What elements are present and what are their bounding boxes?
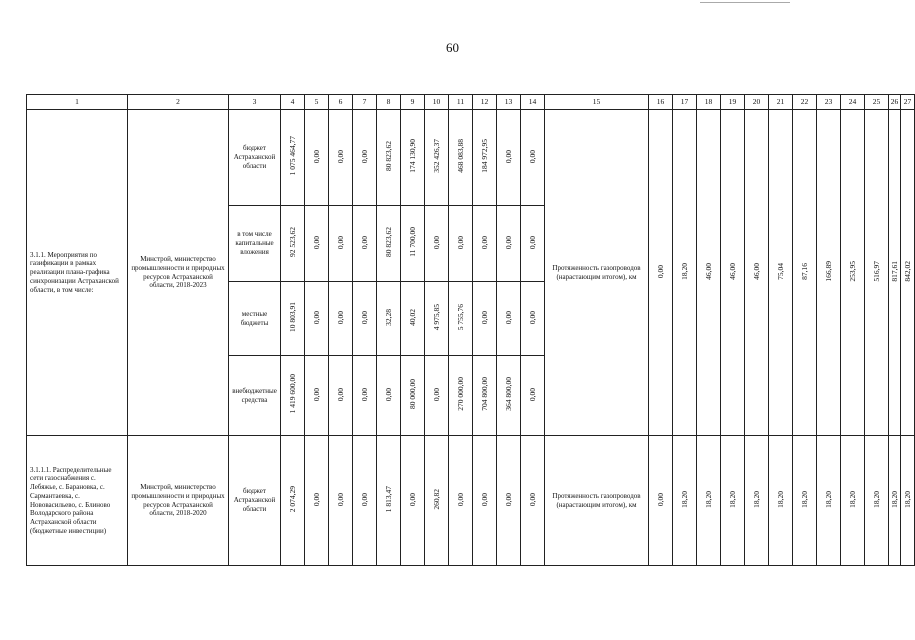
amount-cell	[497, 436, 521, 566]
amount-cell-text: 1 075 464,77	[287, 136, 297, 176]
amount-cell-text: 0,00	[359, 235, 369, 249]
header-cell-17: 17	[673, 95, 697, 110]
amount-cell	[497, 110, 521, 206]
amount-cell	[305, 436, 329, 566]
target-cell	[901, 110, 915, 436]
amount-cell	[305, 110, 329, 206]
header-row	[27, 95, 915, 110]
amount-cell	[329, 436, 353, 566]
target-cell-text: 87,16	[799, 262, 809, 280]
amount-cell	[425, 436, 449, 566]
amount-cell	[401, 110, 425, 206]
target-cell	[793, 110, 817, 436]
header-cell-11: 11	[449, 95, 473, 110]
amount-cell	[329, 206, 353, 282]
amount-cell	[305, 206, 329, 282]
target-cell	[697, 110, 721, 436]
amount-cell-text: 0,00	[335, 492, 345, 506]
amount-cell-text: 0,00	[527, 235, 537, 249]
amount-cell	[377, 110, 401, 206]
header-cell-10: 10	[425, 95, 449, 110]
funding-source-cell: бюджет Астраханской области	[229, 436, 281, 566]
amount-cell-text: 0,00	[311, 492, 321, 506]
amount-cell	[521, 282, 545, 356]
amount-cell-text: 92 523,62	[287, 227, 297, 258]
target-cell	[769, 436, 793, 566]
amount-cell-text: 0,00	[479, 235, 489, 249]
header-cell-9: 9	[401, 95, 425, 110]
amount-cell-text: 364 800,00	[503, 377, 513, 411]
target-cell	[889, 436, 901, 566]
amount-cell	[449, 282, 473, 356]
amount-cell-text: 0,00	[503, 492, 513, 506]
amount-cell	[425, 282, 449, 356]
header-cell-14: 14	[521, 95, 545, 110]
amount-cell-text: 174 130,90	[407, 139, 417, 173]
target-cell	[889, 110, 901, 436]
header-cell-19: 19	[721, 95, 745, 110]
amount-cell	[377, 282, 401, 356]
header-cell-16: 16	[649, 95, 673, 110]
amount-cell	[497, 206, 521, 282]
header-cell-8: 8	[377, 95, 401, 110]
target-cell-text: 18,20	[871, 490, 881, 508]
amount-cell	[449, 436, 473, 566]
amount-cell-text: 0,00	[407, 492, 417, 506]
target-cell-text: 166,89	[823, 260, 833, 282]
target-cell	[649, 110, 673, 436]
activity-cell: 3.1.1. Мероприятия по газификации в рамках реализации плана-графика синхронизации Астраханской области, в том числе:	[27, 110, 128, 436]
amount-cell-text: 2 074,29	[287, 486, 297, 513]
indicator-cell: Протяженность газопроводов (нарастающим итогом), км	[545, 436, 649, 566]
amount-cell	[473, 206, 497, 282]
target-cell	[649, 436, 673, 566]
amount-cell-text: 0,00	[311, 149, 321, 163]
target-cell-text: 18,20	[751, 490, 761, 508]
amount-cell	[449, 206, 473, 282]
amount-cell-text: 11 700,00	[407, 227, 417, 257]
funding-source-cell: в том числе капитальные вложения	[229, 206, 281, 282]
target-cell-text: 18,20	[775, 490, 785, 508]
target-cell-text: 18,20	[823, 490, 833, 508]
amount-cell	[425, 206, 449, 282]
target-cell	[901, 436, 915, 566]
header-cell-24: 24	[841, 95, 865, 110]
header-cell-12: 12	[473, 95, 497, 110]
amount-cell-text: 5 755,76	[455, 304, 465, 331]
header-cell-2: 2	[128, 95, 229, 110]
amount-cell	[353, 206, 377, 282]
amount-cell-text: 0,00	[479, 310, 489, 324]
amount-cell-text: 0,00	[359, 492, 369, 506]
amount-cell	[305, 282, 329, 356]
header-cell-1: 1	[27, 95, 128, 110]
amount-cell	[401, 436, 425, 566]
amount-cell	[497, 282, 521, 356]
amount-cell-text: 1 419 600,00	[287, 374, 297, 414]
target-cell-text: 18,20	[727, 490, 737, 508]
amount-cell	[353, 356, 377, 436]
amount-cell-text: 0,00	[455, 235, 465, 249]
header-cell-7: 7	[353, 95, 377, 110]
scan-artifact-line	[700, 2, 790, 3]
amount-cell-text: 0,00	[359, 387, 369, 401]
target-cell-text: 46,00	[727, 262, 737, 280]
amount-cell-text: 0,00	[527, 149, 537, 163]
target-cell	[673, 110, 697, 436]
amount-cell	[281, 206, 305, 282]
amount-cell	[281, 436, 305, 566]
amount-cell-text: 0,00	[431, 235, 441, 249]
target-cell	[865, 436, 889, 566]
target-cell	[841, 436, 865, 566]
amount-cell	[473, 282, 497, 356]
target-cell-text: 18,20	[902, 490, 912, 508]
amount-cell	[377, 436, 401, 566]
target-cell	[721, 436, 745, 566]
target-cell-text: 842,02	[902, 260, 912, 282]
target-cell	[841, 110, 865, 436]
amount-cell	[401, 282, 425, 356]
target-cell	[865, 110, 889, 436]
target-cell-text: 18,20	[679, 490, 689, 508]
amount-cell	[497, 356, 521, 436]
amount-cell-text: 0,00	[455, 492, 465, 506]
amount-cell-text: 0,00	[335, 387, 345, 401]
amount-cell-text: 468 083,88	[455, 139, 465, 173]
header-cell-21: 21	[769, 95, 793, 110]
amount-cell	[353, 436, 377, 566]
target-cell-text: 75,04	[775, 262, 785, 280]
amount-cell	[449, 110, 473, 206]
amount-cell	[377, 356, 401, 436]
amount-cell-text: 0,00	[503, 310, 513, 324]
target-cell-text: 46,00	[751, 262, 761, 280]
amount-cell-text: 0,00	[335, 310, 345, 324]
executor-cell: Минстрой, министерство промышленности и природных ресурсов Астраханской области, 2018-2020	[128, 436, 229, 566]
header-cell-26: 26	[889, 95, 901, 110]
target-cell	[817, 436, 841, 566]
target-cell-text: 817,61	[889, 260, 899, 282]
activity-cell: 3.1.1.1. Распределительные сети газоснабжения с. Лебяжье, с. Барановка, с. Сармантаевка, с. Нововасильево, с. Блиново Володарского района Астраханской области (бюджетные инвестиции)	[27, 436, 128, 566]
target-cell-text: 516,97	[871, 260, 881, 282]
amount-cell	[425, 356, 449, 436]
amount-cell	[401, 206, 425, 282]
amount-cell-text: 352 426,37	[431, 139, 441, 173]
amount-cell-text: 0,00	[335, 235, 345, 249]
target-cell	[721, 110, 745, 436]
amount-cell-text: 10 803,91	[287, 302, 297, 333]
target-cell-text: 18,20	[703, 490, 713, 508]
header-cell-23: 23	[817, 95, 841, 110]
header-cell-22: 22	[793, 95, 817, 110]
header-cell-4: 4	[281, 95, 305, 110]
page-number: 60	[446, 40, 459, 55]
amount-cell	[521, 206, 545, 282]
amount-cell	[281, 282, 305, 356]
amount-cell-text: 0,00	[383, 387, 393, 401]
header-cell-6: 6	[329, 95, 353, 110]
amount-cell-text: 1 813,47	[383, 486, 393, 513]
amount-cell	[329, 282, 353, 356]
target-cell-text: 253,95	[847, 260, 857, 282]
amount-cell-text: 0,00	[527, 492, 537, 506]
header-cell-15: 15	[545, 95, 649, 110]
target-cell	[697, 436, 721, 566]
header-cell-5: 5	[305, 95, 329, 110]
amount-cell	[473, 436, 497, 566]
funding-source-cell: внебюджетные средства	[229, 356, 281, 436]
target-cell-text: 18,20	[847, 490, 857, 508]
amount-cell	[473, 110, 497, 206]
amount-cell-text: 0,00	[311, 235, 321, 249]
amount-cell	[305, 356, 329, 436]
header-cell-20: 20	[745, 95, 769, 110]
amount-cell	[377, 206, 401, 282]
target-cell	[745, 110, 769, 436]
header-cell-27: 27	[901, 95, 915, 110]
amount-cell	[449, 356, 473, 436]
target-cell	[745, 436, 769, 566]
indicator-cell: Протяженность газопроводов (нарастающим итогом), км	[545, 110, 649, 436]
executor-cell: Минстрой, министерство промышленности и природных ресурсов Астраханской области, 2018-2023	[128, 110, 229, 436]
table-row	[27, 436, 915, 566]
target-cell-text: 46,00	[703, 262, 713, 280]
program-table	[26, 94, 915, 566]
amount-cell	[353, 282, 377, 356]
target-cell-text: 0,00	[655, 492, 665, 506]
target-cell-text: 0,00	[655, 264, 665, 278]
amount-cell-text: 32,28	[383, 308, 393, 326]
amount-cell-text: 4 975,85	[431, 304, 441, 331]
amount-cell-text: 260,82	[431, 488, 441, 510]
amount-cell	[521, 436, 545, 566]
amount-cell	[353, 110, 377, 206]
amount-cell	[281, 356, 305, 436]
target-cell-text: 18,20	[799, 490, 809, 508]
funding-source-cell: бюджет Астраханской области	[229, 110, 281, 206]
table-row	[27, 110, 915, 206]
amount-cell-text: 0,00	[311, 310, 321, 324]
target-cell-text: 18,20	[889, 490, 899, 508]
header-cell-25: 25	[865, 95, 889, 110]
amount-cell	[401, 356, 425, 436]
amount-cell-text: 0,00	[527, 387, 537, 401]
target-cell	[769, 110, 793, 436]
funding-source-cell: местные бюджеты	[229, 282, 281, 356]
amount-cell-text: 0,00	[335, 149, 345, 163]
amount-cell-text: 0,00	[359, 310, 369, 324]
header-cell-13: 13	[497, 95, 521, 110]
amount-cell-text: 0,00	[431, 387, 441, 401]
amount-cell-text: 40,02	[407, 308, 417, 326]
amount-cell-text: 80 823,62	[383, 141, 393, 172]
amount-cell-text: 270 000,00	[455, 377, 465, 411]
amount-cell-text: 0,00	[503, 149, 513, 163]
amount-cell-text: 80 000,00	[407, 379, 417, 410]
amount-cell-text: 0,00	[503, 235, 513, 249]
amount-cell	[425, 110, 449, 206]
amount-cell	[473, 356, 497, 436]
amount-cell	[329, 356, 353, 436]
amount-cell-text: 0,00	[527, 310, 537, 324]
amount-cell	[521, 110, 545, 206]
amount-cell	[329, 110, 353, 206]
amount-cell	[281, 110, 305, 206]
amount-cell	[521, 356, 545, 436]
amount-cell-text: 184 972,95	[479, 139, 489, 173]
header-cell-3: 3	[229, 95, 281, 110]
target-cell-text: 18,20	[679, 262, 689, 280]
amount-cell-text: 80 823,62	[383, 227, 393, 258]
amount-cell-text: 0,00	[311, 387, 321, 401]
target-cell	[817, 110, 841, 436]
amount-cell-text: 0,00	[359, 149, 369, 163]
target-cell	[673, 436, 697, 566]
header-cell-18: 18	[697, 95, 721, 110]
amount-cell-text: 704 800,00	[479, 377, 489, 411]
target-cell	[793, 436, 817, 566]
amount-cell-text: 0,00	[479, 492, 489, 506]
